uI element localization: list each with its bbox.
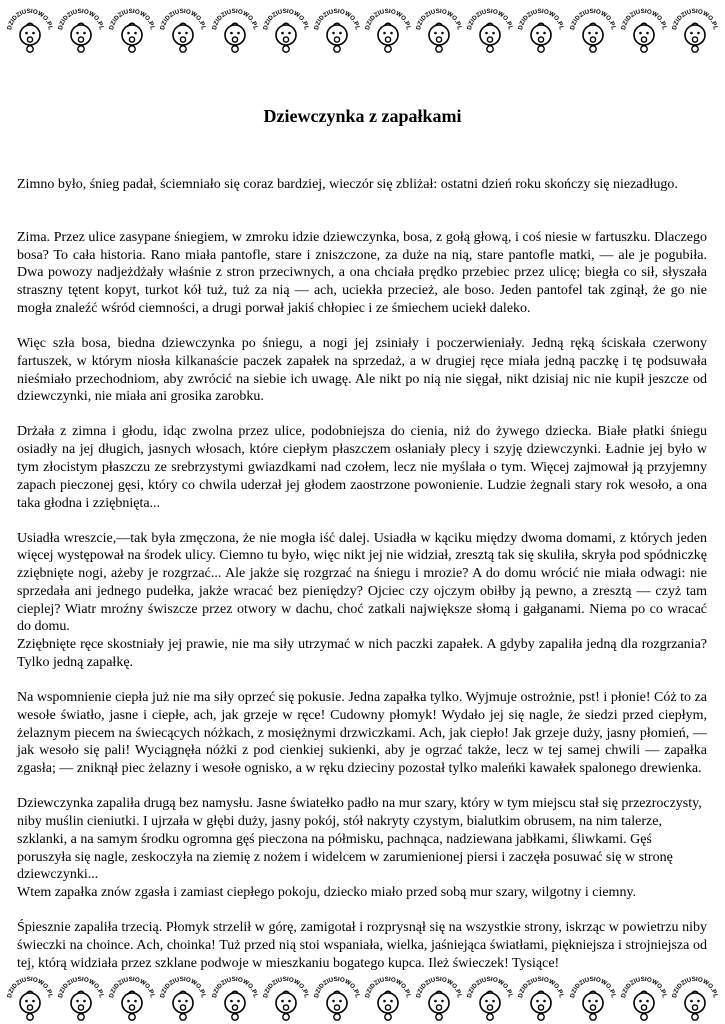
logo-lettering: DZIDZIUSIOWO.PL xyxy=(57,975,106,999)
logo-lettering: DZIDZIUSIOWO.PL xyxy=(364,975,412,999)
paragraph-6: Zziębnięte ręce skostniały jej prawie, nie ma siły utrzymać w nich paczki zapałek. A gdyby zapaliła jedną dla rozgrzania? Tylko jedną zapałkę. xyxy=(17,637,707,671)
baby-logo-icon xyxy=(364,2,412,54)
baby-logo-icon xyxy=(262,2,310,54)
logo-lettering: DZIDZIUSIOWO.PL xyxy=(364,7,412,31)
logo-lettering: DZIDZIUSIOWO.PL xyxy=(517,975,566,999)
logo-lettering: DZIDZIUSIOWO.PL xyxy=(261,7,310,31)
top-border-row xyxy=(0,0,725,56)
logo-lettering: DZIDZIUSIOWO.PL xyxy=(670,7,719,31)
logo-lettering: DZIDZIUSIOWO.PL xyxy=(6,975,54,999)
logo-lettering: DZIDZIUSIOWO.PL xyxy=(466,7,515,31)
baby-logo-icon xyxy=(159,2,207,54)
logo-lettering: DZIDZIUSIOWO.PL xyxy=(568,7,617,31)
baby-logo-icon xyxy=(6,970,54,1022)
baby-logo-icon xyxy=(620,970,668,1022)
baby-logo-icon xyxy=(466,970,514,1022)
baby-logo-icon xyxy=(108,970,156,1022)
paragraph-4: Drżała z zimna i głodu, idąc zwolna przez ulice, podobniejsza do cienia, niż do żywego dziecka. Białe płatki śniegu osiadły na jej długich, jasnych włosach, które ciepłym płaszczem osłaniały plecy i szyję dziewczynki. Ładnie jej było w tym złocistym płaszczu ze srebrzystymi gwiazdkami nad czołem, lecz nie myślała o tym. Więcej zajmował ją przyjemny zapach pieczonej gęsi, który co chwila uderzał jej głodem zaostrzone powonienie. Ludzie żegnali stary rok wesoło, a ona taka głodna i zziębnięta... xyxy=(17,424,707,511)
baby-logo-icon xyxy=(415,2,463,54)
baby-logo-icon xyxy=(313,2,361,54)
baby-logo-icon xyxy=(364,970,412,1022)
baby-logo-icon xyxy=(671,970,719,1022)
logo-lettering: DZIDZIUSIOWO.PL xyxy=(57,7,106,31)
paragraph-3: Więc szła bosa, biedna dziewczynka po śniegu, a nogi jej zsiniały i poczerwieniały. Jedną ręką ściskała czerwony fartuszek, w którym niosła kilkanaście paczek zapałek na sprzedaż, a w drugiej ręce miała jedną paczkę i tę podsuwała nieśmiało przechodniom, aby zwrócić na siebie ich uwagę. Ale nikt po nią nie sięgał, nikt dzisiaj nic nie kupił jeszcze od dziewczynki, nie miała ani grosika zarobku. xyxy=(17,335,707,405)
logo-lettering: DZIDZIUSIOWO.PL xyxy=(210,7,259,31)
baby-logo-icon xyxy=(466,2,514,54)
baby-logo-icon xyxy=(6,2,54,54)
logo-lettering: DZIDZIUSIOWO.PL xyxy=(670,975,719,999)
baby-logo-icon xyxy=(211,970,259,1022)
logo-lettering: DZIDZIUSIOWO.PL xyxy=(312,975,361,999)
logo-lettering: DZIDZIUSIOWO.PL xyxy=(261,975,310,999)
baby-logo-icon xyxy=(262,970,310,1022)
baby-logo-icon xyxy=(569,970,617,1022)
page-title: Dziewczynka z zapałkami xyxy=(263,106,462,126)
paragraph-8: Dziewczynka zapaliła drugą bez namysłu. Jasne światełko padło na mur szary, który w tym miejscu stał się przezroczysty, niby muślin cieniutki. I ujrzała w głębi duży, jasny pokój, stół nakryty czystym, bialutkim obrusem, na nim talerze, szklanki, a na samym środku ogromna gęś pieczona na półmisku, pachnąca, nadziewana jabłkami, śliwkami. Gęś poruszyła się nagle, zeskoczyła na ziemię z nożem i widelcem w zarumienionej piersi i zaczęła posuwać się w stronę dziewczynki... xyxy=(17,796,702,883)
logo-lettering: DZIDZIUSIOWO.PL xyxy=(619,975,668,999)
baby-logo-icon xyxy=(211,2,259,54)
baby-logo-icon xyxy=(517,970,565,1022)
baby-logo-icon xyxy=(159,970,207,1022)
story-text xyxy=(17,176,707,990)
paragraph-2: Zima. Przez ulice zasypane śniegiem, w zmroku idzie dziewczynka, bosa, z gołą głową, i coś niesie w fartuszku. Dlaczego bosa? To cała historia. Rano miała pantofle, stare i zniszczone, za duże na nią, stare pantofle matki, — ale je pogubiła. Dwa powozy nadjeżdżały właśnie z stron przeciwnych, a ona chciała prędko przebiec przez ulicę; biegła co sił, słyszała straszny tętent kopyt, turkot kół tuż, tuż za nią — ach, uciekła przecież, ale boso. Jeden pantofel tak zginął, że go nie mogła znaleźć wśród ciemności, a drugi porwał jakiś chłopiec i ze śmiechem uciekł daleko. xyxy=(17,229,707,316)
logo-lettering: DZIDZIUSIOWO.PL xyxy=(466,975,515,999)
baby-logo-icon xyxy=(313,970,361,1022)
logo-lettering: DZIDZIUSIOWO.PL xyxy=(415,975,464,999)
logo-lettering: DZIDZIUSIOWO.PL xyxy=(619,7,668,31)
logo-lettering: DZIDZIUSIOWO.PL xyxy=(108,975,157,999)
paragraph-10: Śpiesznie zapaliła trzecią. Płomyk strzelił w górę, zamigotał i rozprysnął się na wszystkie strony, iskrząc w powietrzu niby świeczki na choince. Ach, choinka! Tuż przed nią stoi wspaniała, wielka, jaśniejąca światłami, piękniejsza i strojniejsza od tej, którą widziała przez szklane podwoje w mieszkaniu bogatego kupca. Ileż świeczek! Tysiące! xyxy=(17,920,707,971)
paragraph-1: Zimno było, śnieg padał, ściemniało się coraz bardziej, wieczór się zbliżał: ostatni dzień roku skończy się niezadługo. xyxy=(17,177,678,192)
paragraph-7: Na wspomnienie ciepła już nie ma siły oprzeć się pokusie. Jedna zapałka tylko. Wyjmuje ostrożnie, pst! i płonie! Cóż to za wesołe światło, jasne i ciepłe, ach, jak grzeje w ręce! Cudowny płomyk! Wydało jej się nagle, że siedzi przed ciepłym, żelaznym piecem na świecących nóżkach, z mosiężnymi drzwiczkami. Ach, jak ciepło! Jak grzeje duży, jasny płomień, — jak wesoło się pali! Wyciągnęła nóżki z pod cienkiej sukienki, aby je ogrzać także, lecz w tej samej chwili — zapałka zgasła; — zniknął piec żelazny i wesołe ognisko, a w ręku dzieciny pozostał tylko maleńki kawałek spalonego drewienka. xyxy=(17,690,707,777)
baby-logo-icon xyxy=(517,2,565,54)
baby-logo-icon xyxy=(57,970,105,1022)
logo-lettering: DZIDZIUSIOWO.PL xyxy=(6,7,54,31)
logo-lettering: DZIDZIUSIOWO.PL xyxy=(159,975,208,999)
bottom-border-row xyxy=(0,968,725,1024)
logo-lettering: DZIDZIUSIOWO.PL xyxy=(108,7,157,31)
baby-logo-icon xyxy=(108,2,156,54)
baby-logo-icon xyxy=(671,2,719,54)
baby-logo-icon xyxy=(569,2,617,54)
logo-lettering: DZIDZIUSIOWO.PL xyxy=(312,7,361,31)
logo-lettering: DZIDZIUSIOWO.PL xyxy=(415,7,464,31)
logo-lettering: DZIDZIUSIOWO.PL xyxy=(568,975,617,999)
baby-logo-icon xyxy=(620,2,668,54)
logo-lettering: DZIDZIUSIOWO.PL xyxy=(517,7,566,31)
paragraph-9: Wtem zapałka znów zgasła i zamiast ciepłego pokoju, dziecko miało przed sobą mur szary, wilgotny i ciemny. xyxy=(17,885,637,901)
logo-lettering: DZIDZIUSIOWO.PL xyxy=(210,975,259,999)
baby-logo-icon xyxy=(415,970,463,1022)
paragraph-5: Usiadła wreszcie,—tak była zmęczona, że nie mogła iść dalej. Usiadła w kąciku między dwoma domami, z których jeden więcej występował na środek ulicy. Ciemno tu było, więc nikt jej nie widział, zresztą tak się skuliła, skryła pod spódniczkę zziębnięte nogi, ażeby je rozgrzać... Ale jakże się rozgrzać na śniegu i mrozie? A do domu wrócić nie miała odwagi: nie sprzedała ani jednego pudełka, jakże wracać bez pieniędzy? Ojciec czy ojczym obiłby ją pewno, a zresztą — czyż tam cieplej? Wiatr mroźny świszcze przez otwory w dachu, choć zatkali największe słomą i gałganami. Niema po co wracać do domu. xyxy=(17,530,707,635)
logo-lettering: DZIDZIUSIOWO.PL xyxy=(159,7,208,31)
baby-logo-icon xyxy=(57,2,105,54)
paragraph-spacer xyxy=(17,194,707,212)
